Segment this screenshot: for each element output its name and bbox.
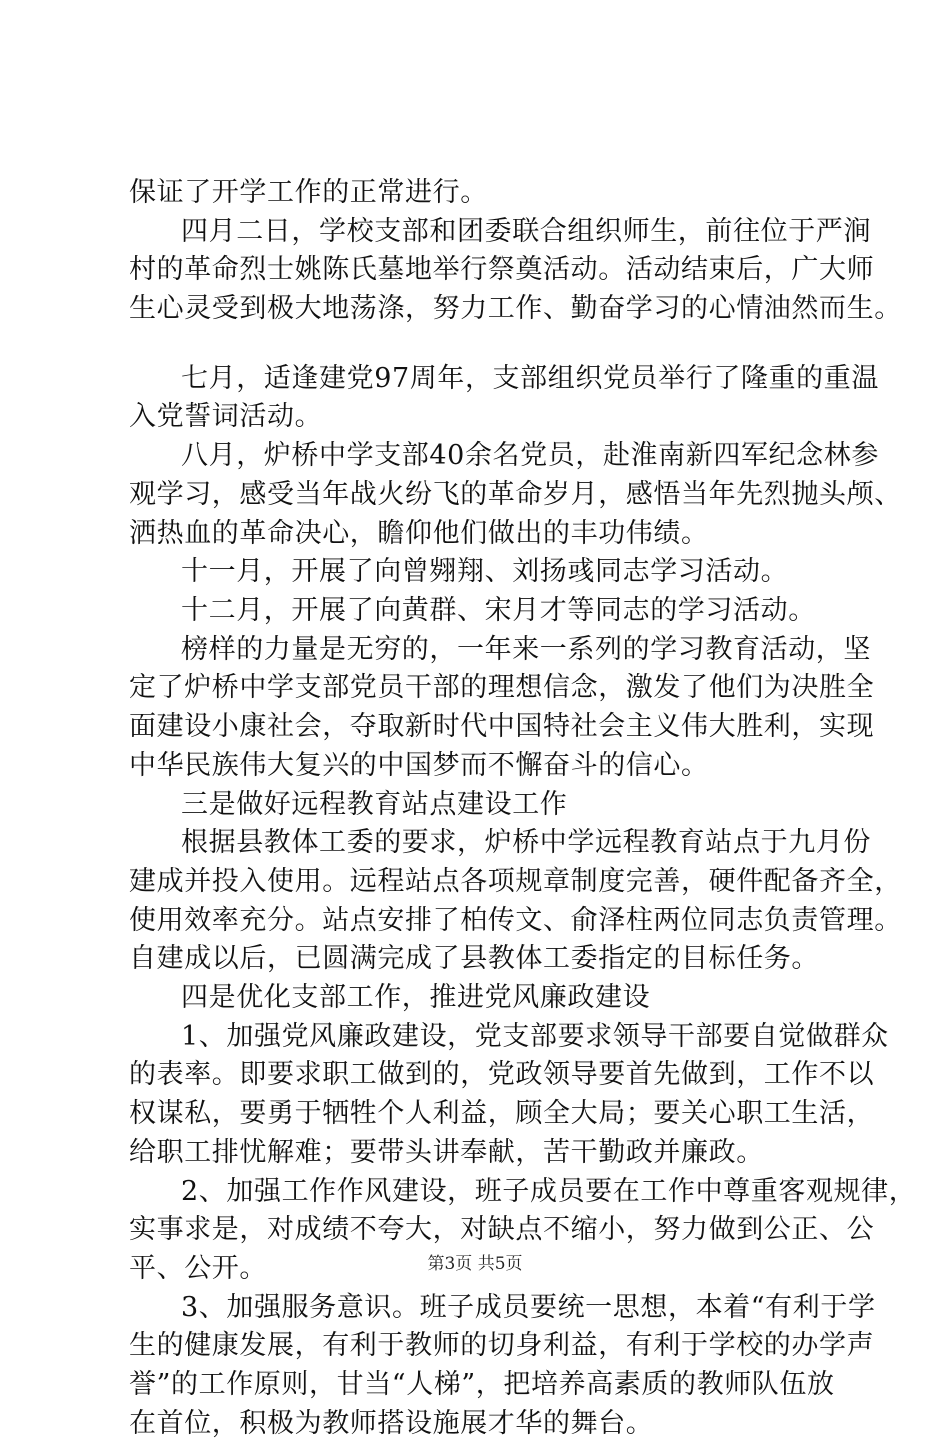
paragraph-start: 2、加强工作作风建设，班子成员要在工作中尊重客观规律， — [181, 1176, 917, 1207]
body-line: 的表率。即要求职工做到的，党政领导要首先做到，工作不以 — [129, 1059, 875, 1090]
body-line: 村的革命烈士姚陈氏墓地举行祭奠活动。活动结束后，广大师 — [129, 254, 875, 285]
page-number-footer: 第3页 共5页 — [427, 1254, 523, 1274]
paragraph-start: 三是做好远程教育站点建设工作 — [181, 789, 568, 820]
body-line: 保证了开学工作的正常进行。 — [129, 177, 488, 208]
paragraph-start: 七月，适逢建党97周年，支部组织党员举行了隆重的重温 — [181, 363, 879, 394]
body-line: 权谋私，要勇于牺牲个人利益，顾全大局；要关心职工生活， — [129, 1098, 875, 1129]
body-line: 自建成以后，已圆满完成了县教体工委指定的目标任务。 — [129, 943, 819, 974]
body-line: 实事求是，对成绩不夸大，对缺点不缩小，努力做到公正、公 — [129, 1214, 875, 1245]
body-line: 生的健康发展，有利于教师的切身利益，有利于学校的办学声 — [129, 1330, 875, 1361]
body-line: 面建设小康社会，夺取新时代中国特社会主义伟大胜利，实现 — [129, 711, 875, 742]
body-line: 使用效率充分。站点安排了柏传文、俞泽柱两位同志负责管理。 — [129, 905, 902, 936]
body-line: 平、公开。 — [129, 1253, 267, 1284]
body-line: 给职工排忧解难；要带头讲奉献，苦干勤政并廉政。 — [129, 1137, 764, 1168]
body-line: 中华民族伟大复兴的中国梦而不懈奋斗的信心。 — [129, 750, 709, 781]
body-line: 入党誓词活动。 — [129, 401, 323, 432]
body-line: 洒热血的革命决心，瞻仰他们做出的丰功伟绩。 — [129, 518, 709, 549]
body-line: 生心灵受到极大地荡涤，努力工作、勤奋学习的心情油然而生。 — [129, 293, 902, 324]
body-line: 定了炉桥中学支部党员干部的理想信念，激发了他们为决胜全 — [129, 672, 875, 703]
paragraph-start: 十二月，开展了向黄群、宋月才等同志的学习活动。 — [181, 595, 816, 626]
body-line: 在首位，积极为教师搭设施展才华的舞台。 — [129, 1408, 654, 1439]
body-line: 誉”的工作原则，甘当“人梯”，把培养高素质的教师队伍放 — [129, 1369, 835, 1400]
paragraph-start: 根据县教体工委的要求，炉桥中学远程教育站点于九月份 — [181, 827, 871, 858]
paragraph-start: 四月二日，学校支部和团委联合组织师生，前往位于严涧 — [181, 216, 871, 247]
paragraph-start: 四是优化支部工作，推进党风廉政建设 — [181, 982, 651, 1013]
body-line: 观学习，感受当年战火纷飞的革命岁月，感悟当年先烈抛头颅、 — [129, 479, 902, 510]
paragraph-start: 八月，炉桥中学支部40余名党员，赴淮南新四军纪念林参 — [181, 440, 879, 471]
body-line: 建成并投入使用。远程站点各项规章制度完善，硬件配备齐全， — [129, 866, 902, 897]
paragraph-start: 3、加强服务意识。班子成员要统一思想，本着“有利于学 — [181, 1292, 876, 1323]
paragraph-start: 1、加强党风廉政建设，党支部要求领导干部要自觉做群众 — [181, 1021, 889, 1052]
paragraph-start: 榜样的力量是无穷的，一年来一系列的学习教育活动，坚 — [181, 634, 871, 665]
paragraph-start: 十一月，开展了向曾翙翔、刘扬彧同志学习活动。 — [181, 556, 789, 587]
